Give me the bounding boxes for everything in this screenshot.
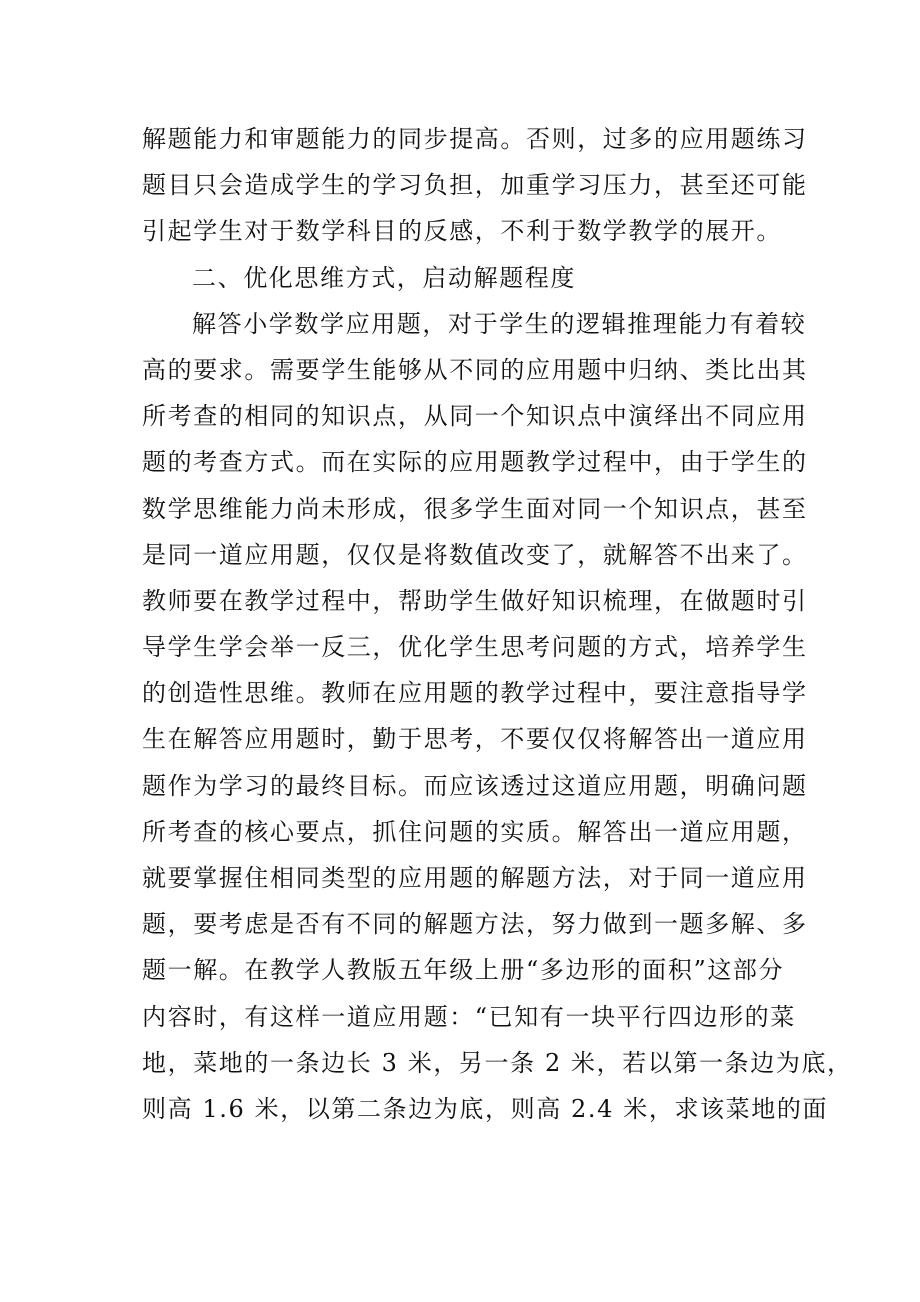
text-line: 题一解。在教学人教版五年级上册“多边形的面积”这部分 — [142, 956, 785, 985]
text-line: 生在解答应用题时，勤于思考，不要仅仅将解答出一道应用 — [142, 725, 808, 754]
text-line: 内容时，有这样一道应用题：“已知有一块平行四边形的菜 — [142, 1002, 796, 1031]
text-line: 则高 1.6 米，以第二条边为底，则高 2.4 米，求该菜地的面 — [142, 1094, 829, 1123]
text-line: 题作为学习的最终目标。而应该透过这道应用题，明确问题 — [142, 771, 808, 800]
text-line: 题，要考虑是否有不同的解题方法，努力做到一题多解、多 — [142, 910, 808, 939]
text-line: 教师要在教学过程中，帮助学生做好知识梳理，在做题时引 — [142, 586, 808, 615]
text-line: 数学思维能力尚未形成，很多学生面对同一个知识点，甚至 — [142, 494, 808, 523]
text-line: 导学生学会举一反三，优化学生思考问题的方式，培养学生 — [142, 633, 808, 662]
text-line: 是同一道应用题，仅仅是将数值改变了，就解答不出来了。 — [142, 540, 808, 569]
text-line: 所考查的相同的知识点，从同一个知识点中演绎出不同应用 — [142, 402, 808, 431]
section-heading: 二、优化思维方式，启动解题程度 — [192, 263, 576, 292]
text-line: 高的要求。需要学生能够从不同的应用题中归纳、类比出其 — [142, 355, 808, 384]
text-line: 所考查的核心要点，抓住问题的实质。解答出一道应用题， — [142, 817, 808, 846]
text-line: 引起学生对于数学科目的反感，不利于数学教学的展开。 — [142, 217, 782, 246]
text-line: 解答小学数学应用题，对于学生的逻辑推理能力有着较 — [192, 309, 807, 338]
text-line: 的创造性思维。教师在应用题的教学过程中，要注意指导学 — [142, 679, 808, 708]
text-line: 地，菜地的一条边长 3 米，另一条 2 米，若以第一条边为底， — [142, 1048, 853, 1077]
text-line: 题的考查方式。而在实际的应用题教学过程中，由于学生的 — [142, 448, 808, 477]
text-line: 就要掌握住相同类型的应用题的解题方法，对于同一道应用 — [142, 864, 808, 892]
text-line: 题目只会造成学生的学习负担，加重学习压力，甚至还可能 — [142, 171, 808, 200]
text-line: 解题能力和审题能力的同步提高。否则，过多的应用题练习 — [142, 125, 808, 153]
document-body — [142, 116, 853, 1132]
